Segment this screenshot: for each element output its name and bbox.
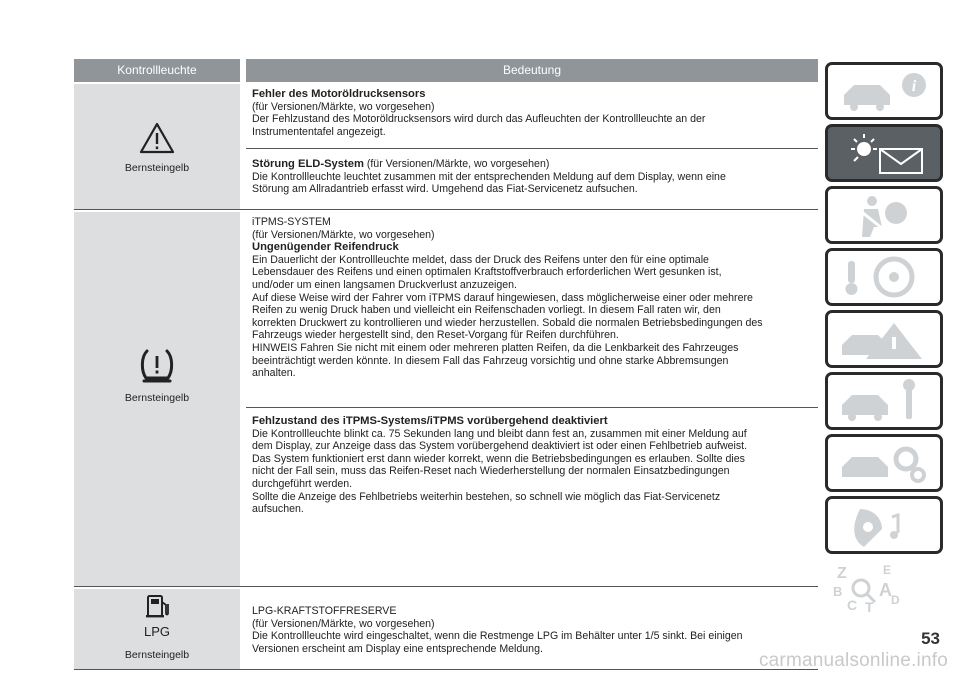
text-line: Auf diese Weise wird der Fahrer vom iTPMS darauf hingewiesen, dass möglicherweise einer oder mehrere — [252, 291, 753, 304]
tab-multimedia[interactable] — [825, 496, 943, 554]
tab-emergency[interactable] — [825, 310, 943, 368]
header-lamp: Kontrollleuchte — [74, 59, 240, 82]
tab-maintenance[interactable] — [825, 372, 943, 430]
tab-starting-driving[interactable] — [825, 248, 943, 306]
tab-index[interactable] — [825, 558, 943, 616]
text-line: Fahrzeugs wieder hergestellt sind, den Reset-Vorgang für Reifen durchführen. — [252, 329, 619, 342]
lamp-color-label: Bernsteingelb — [124, 162, 190, 174]
svg-text:i: i — [911, 78, 917, 95]
index-letter: B — [833, 584, 843, 599]
text-line: Lebensdauer des Reifens und einen optimalen Kraftstoffverbrauch erforderlichen Wert gesunken ist, — [252, 266, 722, 279]
row-divider — [74, 586, 818, 587]
text-line: (für Versionen/Märkte, wo vorgesehen) — [252, 617, 435, 630]
text-line: nicht der Fall sein, muss das Reifen-Reset nach Wiederherstellung der normalen Einsatzbedingungen — [252, 465, 730, 478]
watermark: carmanualsonline.info — [758, 650, 948, 671]
maintenance-icon — [834, 379, 934, 425]
tab-safety[interactable] — [825, 186, 943, 244]
entry-title: Störung ELD-System — [252, 158, 364, 170]
divider — [246, 148, 818, 149]
page-number: 53 — [921, 629, 940, 648]
index-letter: C — [847, 597, 858, 613]
text-line: Ein Dauerlicht der Kontrollleuchte meldet, dass der Druck des Reifens unter den für eine optimale — [252, 253, 709, 266]
meaning-cell — [246, 212, 818, 586]
text-line: Die Kontrollleuchte wird eingeschaltet, wenn die Restmenge LPG im Behälter unter 1/5 sinkt. Bei einigen — [252, 630, 743, 643]
text-line: Versionen erscheint am Display eine entsprechende Meldung. — [252, 642, 543, 655]
tab-car-info[interactable] — [825, 62, 943, 120]
text-line: beeinträchtigt werden könnte. In diesem Fall das Fahrzeug vorsichtig und ohne starke Abbremsungen — [252, 354, 729, 367]
entry-note: (für Versionen/Märkte, wo vorgesehen) — [363, 158, 550, 170]
lamp-cell — [74, 212, 240, 586]
text-line: korrekten Druckwert zu kontrollieren und wieder herzustellen. Sobald die normalen Betriebsbedingungen des — [252, 316, 763, 329]
text-line: HINWEIS Fahren Sie nicht mit einem oder mehreren platten Reifen, da die Lenkbarkeit des Fahrzeuges — [252, 341, 739, 354]
text-line: Störung am Allradantrieb erfasst wird. Umgehend das Fiat-Servicenetz aufsuchen. — [252, 183, 638, 196]
text-line: Instrumententafel angezeigt. — [252, 125, 386, 138]
entry-note: (für Versionen/Märkte, wo vorgesehen) — [252, 228, 435, 241]
text-line: Sollte die Anzeige des Fehlbetriebs weiterhin bestehen, so schnell wie möglich das Fiat-Servicenetz — [252, 490, 721, 503]
lamp-cell — [74, 84, 240, 209]
lamp-color-label: Bernsteingelb — [124, 649, 190, 661]
table-row — [74, 84, 818, 209]
tab-technical-data[interactable] — [825, 434, 943, 492]
warning-lights-table — [74, 59, 818, 661]
index-letter: A — [879, 580, 892, 600]
section-heading: iTPMS-SYSTEM — [252, 216, 331, 228]
text-line: durchgeführt werden. — [252, 477, 353, 490]
lamp-color-label: Bernsteingelb — [124, 392, 190, 404]
tab-warning-lights[interactable] — [825, 124, 943, 182]
lpg-icon-text: LPG — [143, 624, 171, 639]
section-heading: LPG-KRAFTSTOFFRESERVE — [252, 605, 397, 617]
text-line: Die Kontrollleuchte blinkt ca. 75 Sekunden lang und bleibt dann fest an, zusammen mit einer Meldung auf — [252, 427, 747, 440]
text-line: und/oder um einen langsamen Druckverlust anzuzeigen. — [252, 278, 517, 291]
text-line: Der Fehlzustand des Motoröldrucksensors wird durch das Aufleuchten der Kontrollleuchte an der — [252, 113, 706, 126]
index-letter: T — [865, 599, 874, 614]
index-letter: E — [883, 563, 892, 577]
lpg-fuel-icon — [132, 594, 182, 640]
text-line: dem Display, zur Anzeige dass das System vorübergehend deaktiviert ist oder einen Fehlbetrieb aufweist. — [252, 440, 748, 453]
text-line: Die Kontrollleuchte leuchtet zusammen mit der entsprechenden Meldung auf dem Display, wenn eine — [252, 170, 726, 183]
starting-driving-icon — [834, 255, 934, 301]
warning-triangle-icon — [138, 121, 176, 155]
technical-data-icon — [834, 441, 934, 487]
entry-title: Ungenügender Reifendruck — [252, 241, 399, 254]
multimedia-icon — [834, 503, 934, 549]
text-line: Das System funktioniert erst dann wieder korrekt, wenn die Betriebsbedingungen es erlauben. Sollte dies — [252, 452, 745, 465]
safety-airbag-icon — [834, 193, 934, 239]
car-info-icon — [834, 69, 934, 115]
entry-title: Fehlzustand des iTPMS-Systems/iTPMS vorübergehend deaktiviert — [252, 415, 608, 427]
text-line: (für Versionen/Märkte, wo vorgesehen) — [252, 100, 435, 113]
emergency-icon — [834, 317, 934, 363]
text-line: aufsuchen. — [252, 503, 304, 516]
warning-lights-messages-icon — [834, 131, 934, 177]
tire-pressure-icon — [137, 347, 177, 385]
text-line: Reifen zu wenig Druck haben und vielleicht ein Reifenschaden vorliegt. In diesem Fall raten wir, den — [252, 304, 721, 317]
table-header — [74, 59, 818, 82]
index-letter: Z — [837, 565, 847, 582]
lamp-cell — [74, 589, 240, 669]
index-letter: D — [891, 593, 900, 607]
meaning-cell — [246, 84, 818, 209]
entry-title: Fehler des Motoröldrucksensors — [252, 88, 426, 100]
index-icon — [831, 562, 931, 614]
row-divider — [74, 209, 818, 210]
text-line: anhalten. — [252, 367, 296, 380]
table-row — [74, 212, 818, 586]
divider — [246, 407, 818, 408]
header-meaning: Bedeutung — [246, 59, 818, 82]
